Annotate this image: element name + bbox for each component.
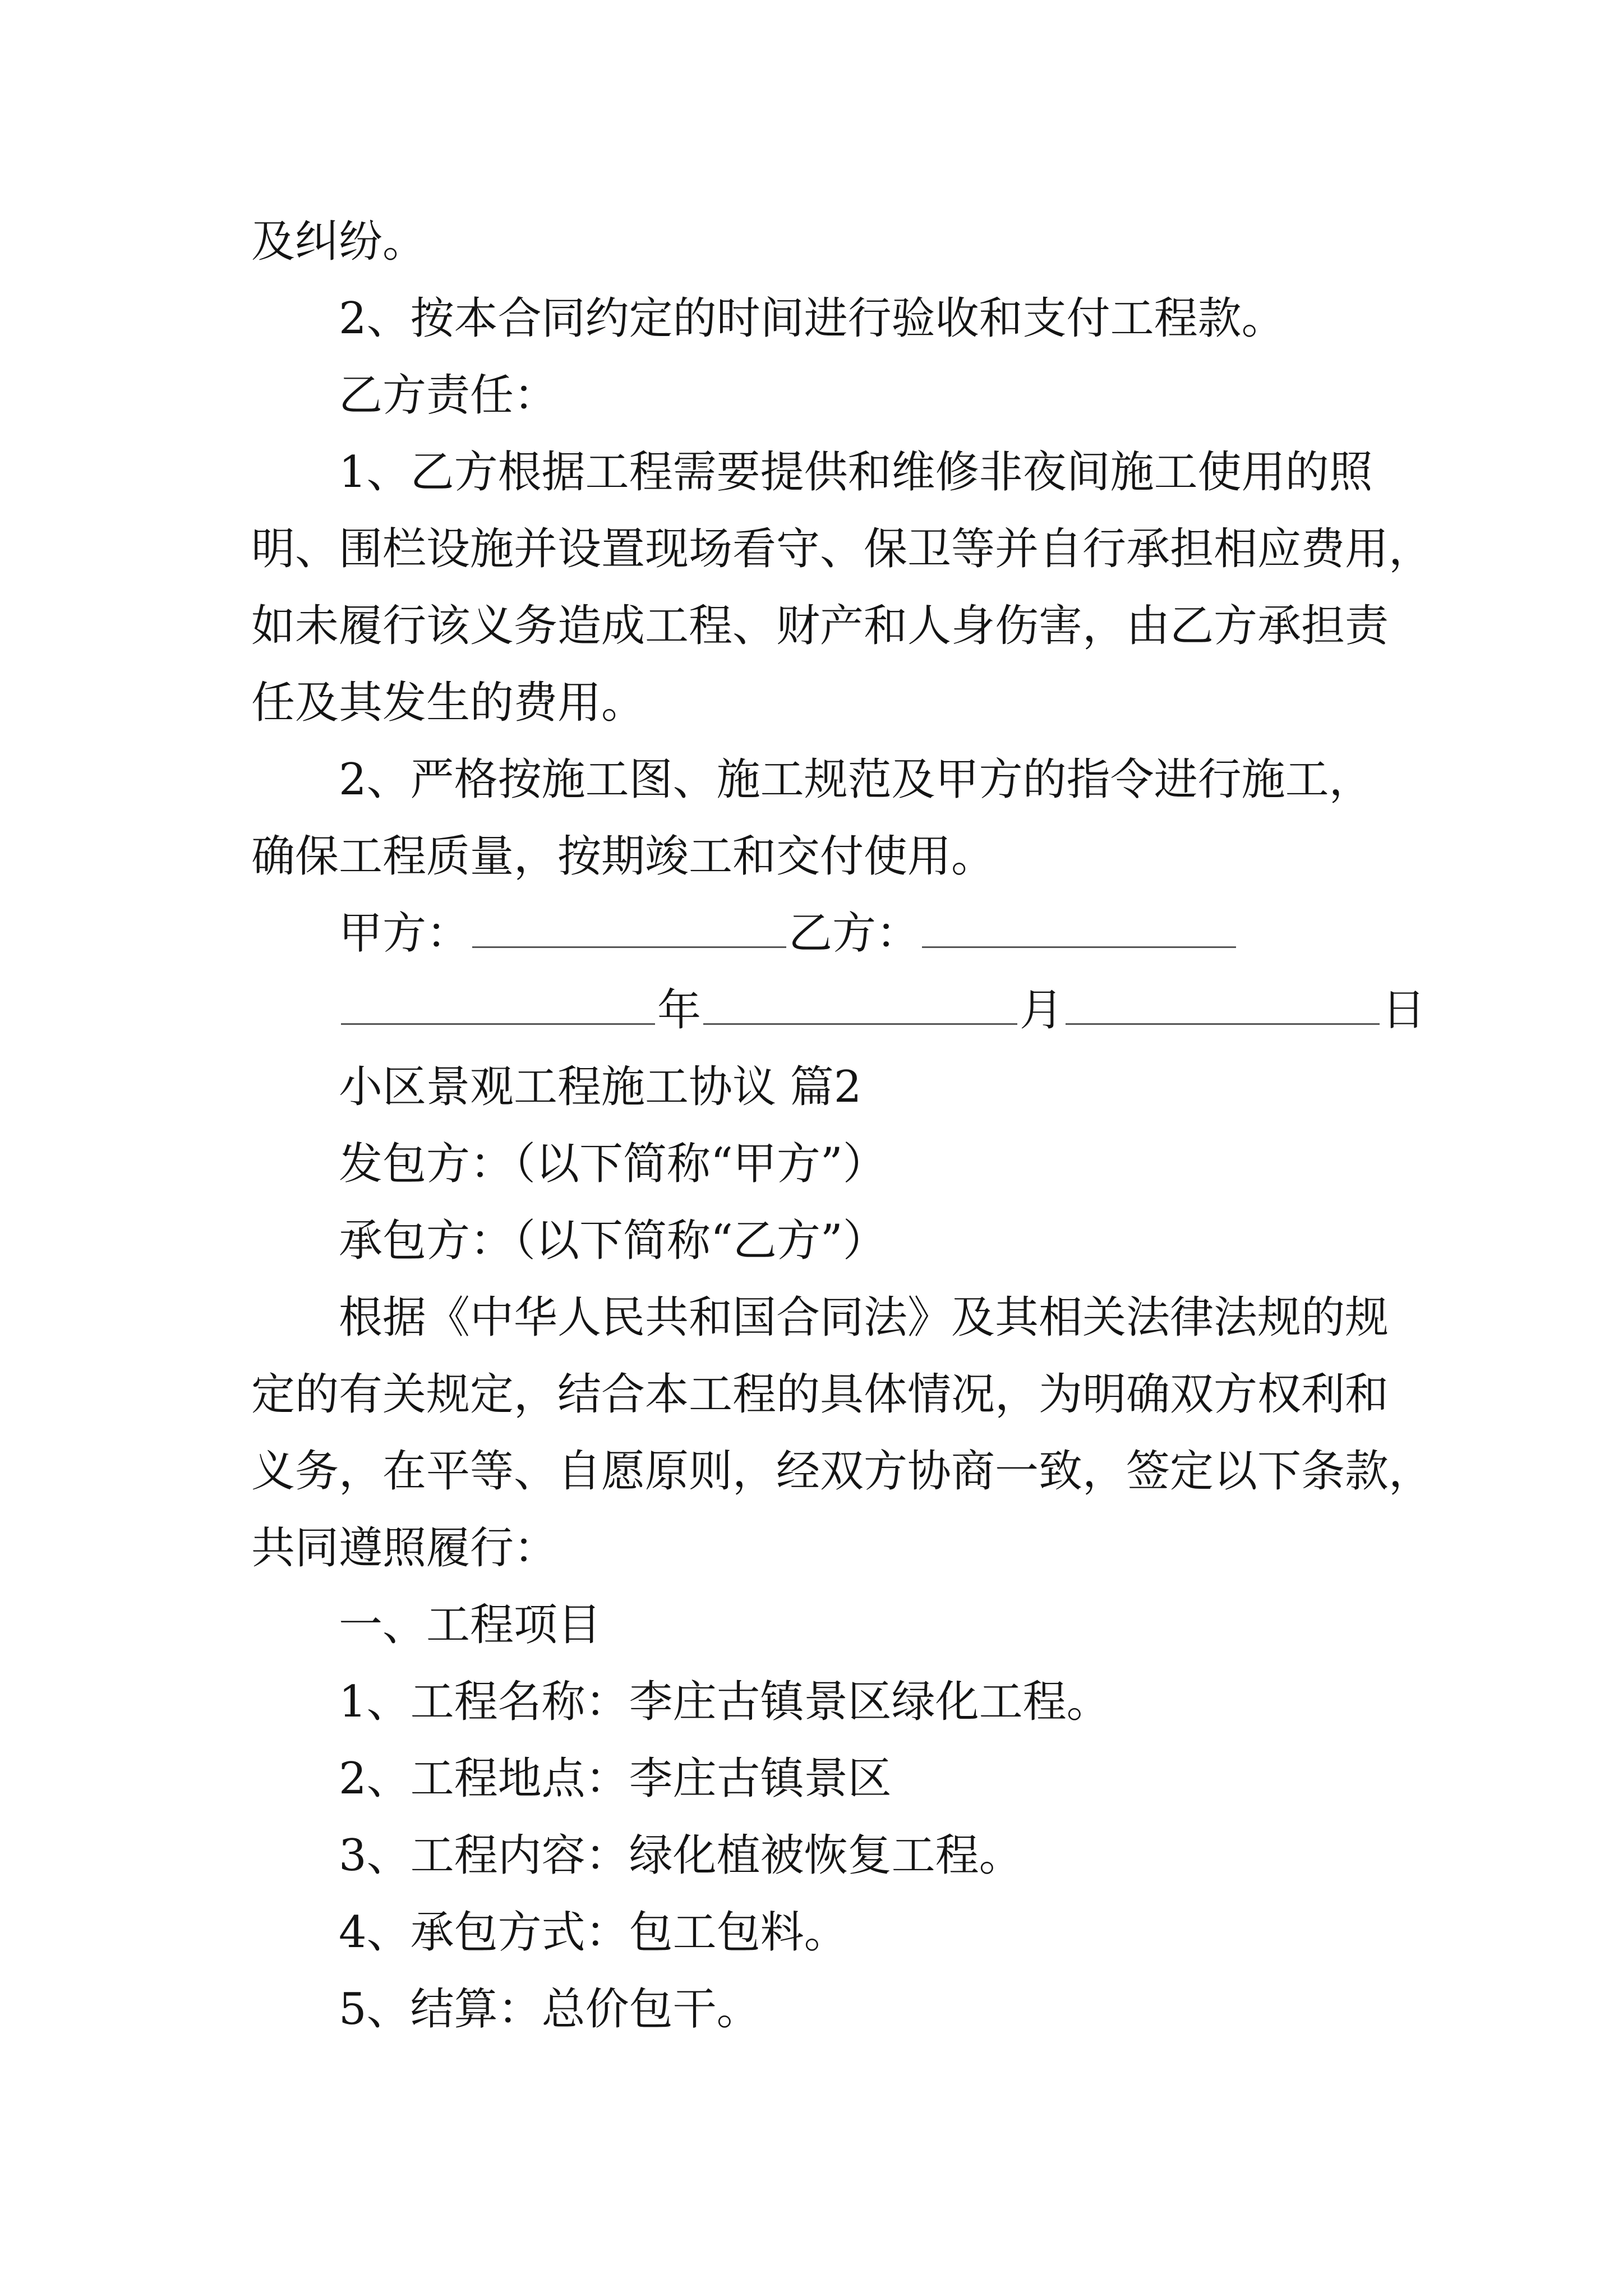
paragraph-line: 及纠纷。 [251, 217, 427, 267]
paragraph-line: 义务，在平等、自愿原则，经双方协商一致，签定以下条款， [251, 1446, 1433, 1497]
date-line [339, 985, 1426, 1036]
month-label: 月 [1020, 985, 1064, 1036]
paragraph-line: 共同遵照履行： [251, 1523, 558, 1573]
paragraph-line: 根据《中华人民共和国合同法》及其相关法律法规的规 [339, 1292, 1389, 1343]
list-item: 1、工程名称：李庄古镇景区绿化工程。 [339, 1677, 1110, 1727]
paragraph-line: 明、围栏设施并设置现场看守、保卫等并自行承担相应费用， [251, 524, 1433, 574]
agreement-title: 小区景观工程施工协议 篇2 [339, 1062, 862, 1112]
party-b-blank [922, 912, 1236, 948]
section-heading: 乙方责任： [339, 370, 558, 421]
list-item: 5、结算：总价包干。 [339, 1984, 760, 2035]
year-blank [341, 988, 655, 1025]
paragraph-line: 2、严格按施工图、施工规范及甲方的指令进行施工， [339, 754, 1373, 805]
month-blank [703, 988, 1017, 1025]
party-a-blank [472, 912, 786, 948]
day-label: 日 [1382, 985, 1426, 1036]
paragraph-line: 定的有关规定，结合本工程的具体情况，为明确双方权利和 [251, 1369, 1389, 1420]
paragraph-line: 如未履行该义务造成工程、财产和人身伤害，由乙方承担责 [251, 601, 1389, 651]
paragraph-line: 任及其发生的费用。 [251, 678, 645, 728]
section-heading: 一、工程项目 [339, 1600, 602, 1650]
paragraph-line: 承包方：（以下简称“乙方”） [339, 1216, 887, 1266]
day-blank [1066, 988, 1380, 1025]
paragraph-line: 2、按本合同约定的时间进行验收和支付工程款。 [339, 293, 1285, 344]
list-item: 3、工程内容：绿化植被恢复工程。 [339, 1830, 1023, 1881]
paragraph-line: 确保工程质量，按期竣工和交付使用。 [251, 831, 995, 882]
party-a-label: 甲方： [339, 908, 471, 959]
paragraph-line: 发包方：（以下简称“甲方”） [339, 1139, 887, 1189]
party-b-label: 乙方： [789, 908, 920, 959]
paragraph-line: 1、乙方根据工程需要提供和维修非夜间施工使用的照 [339, 447, 1373, 498]
signature-line [339, 908, 1238, 959]
year-label: 年 [657, 985, 702, 1036]
list-item: 2、工程地点：李庄古镇景区 [339, 1754, 892, 1804]
list-item: 4、承包方式：包工包料。 [339, 1907, 848, 1958]
